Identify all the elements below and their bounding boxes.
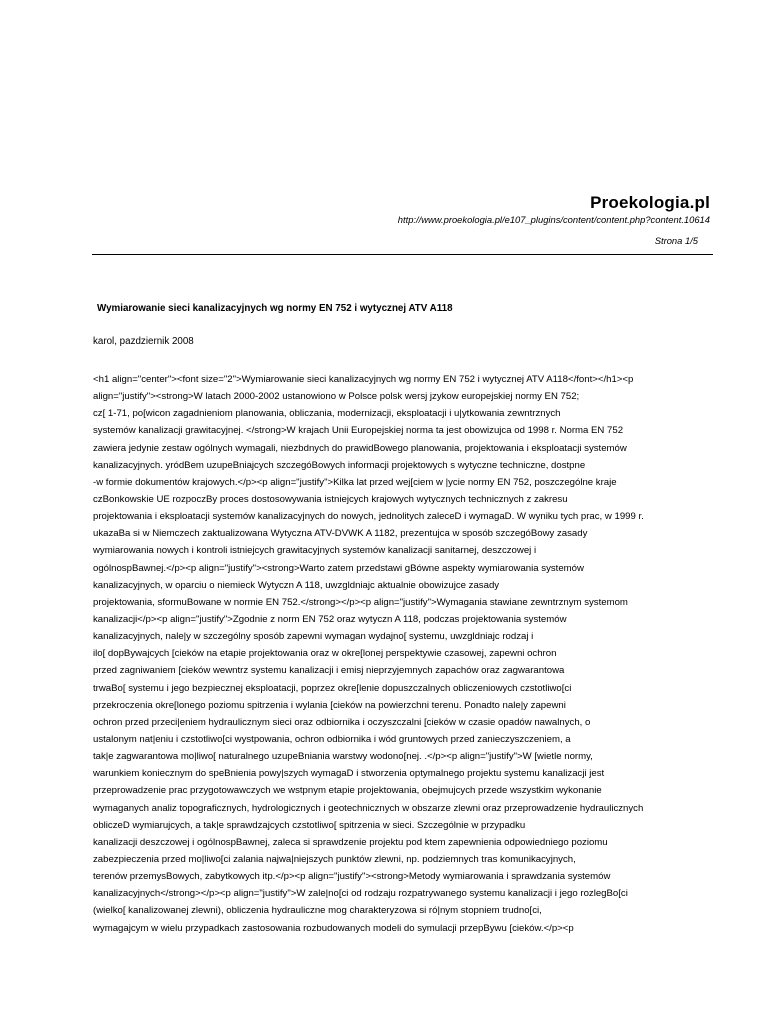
body-text-line: projektowania i eksploatacji systemów kanalizacyjnych do nowych, jednolitych zaleceD i wymagaD. W wyniku tych prac, w 1999 r. <box>93 511 644 523</box>
header-divider <box>92 254 713 255</box>
body-text-line: kanalizacyjnych, w oparciu o niemieck Wytyczn A 118, uwzgldniajc aktualnie obowizujce zasady <box>93 579 500 591</box>
body-text-line: obliczeD wymiarujcych, a tak|e sprawdzajcych czstotliwo[ spitrzenia w sieci. Szczególnie w przypadku <box>93 819 526 831</box>
article-title: Wymiarowanie sieci kanalizacyjnych wg normy EN 752 i wytycznej ATV A118 <box>97 303 453 314</box>
body-text-line: -w formie dokumentów krajowych.</p><p align="justify">Kilka lat przed wej[ciem w |ycie normy EN 752, poszczególne kraje <box>93 476 617 488</box>
body-text-line: przekroczenia okre[lonego poziomu spitrzenia i wylania [cieków na powierzchni terenu. Ponadto nale|y zapewni <box>93 699 566 711</box>
body-text-line: kanalizacji</p><p align="justify">Zgodnie z norm EN 752 oraz wytyczn A 118, podczas projektowania systemów <box>93 613 567 625</box>
body-text-line: czBonkowskie UE rozpoczBy proces dostosowywania istniejcych krajowych wytycznych technicznych z zakresu <box>93 493 568 505</box>
body-text-line: tak|e zagwarantowa mo|liwo[ naturalnego uzupeBniania warstwy wodono[nej. .</p><p align="justify">W [wietle normy, <box>93 751 593 763</box>
site-title: Proekologia.pl <box>590 193 710 212</box>
body-text-line: terenów przemysBowych, zabytkowych itp.</p><p align="justify"><strong>Metody wymiarowania i sprawdzania systemów <box>93 871 611 883</box>
body-text-line: ochron przed przeci|eniem hydraulicznym sieci oraz odbiornika i oczyszczalni [cieków w czasie opadów nawalnych, o <box>93 716 591 728</box>
body-text-line: trwaBo[ systemu i jego bezpiecznej eksploatacji, poprzez okre[lenie dopuszczalnych obliczeniowych czstotliwo[ci <box>93 682 572 694</box>
body-text-line: projektowania, sformuBowane w normie EN 752.</strong></p><p align="justify">Wymagania stawiane zewntrznym systemom <box>93 596 628 608</box>
body-text-line: systemów kanalizacji grawitacyjnej. </strong>W krajach Unii Europejskiej norma ta jest obowizujca od 1998 r. Norma EN 752 <box>93 425 624 437</box>
body-text-line: zawiera jedynie zestaw ogólnych wymagali, niezbdnych do prawidBowego planowania, projektowania i eksploatacji systemów <box>93 442 627 454</box>
body-text-line: wymagajcym w wielu przypadkach zastosowania rozbudowanych modeli do symulacji przepBywu [cieków.</p><p <box>93 922 574 934</box>
body-text-line: przeprowadzenie prac przygotowawczych we wstpnym etapie projektowania, obejmujcych przede wszystkim wykonanie <box>93 785 602 797</box>
body-text-line: align="justify"><strong>W latach 2000-2002 ustanowiono w Polsce polsk wersj jzykow europejskiej normy EN 752; <box>93 391 580 403</box>
body-text-line: kanalizacyjnych, nale|y w szczególny sposób zapewni wymagan wydajno[ systemu, uwzgldniajc rodzaj i <box>93 631 534 643</box>
body-text-line: ilo[ dopBywajcych [cieków na etapie projektowania oraz w okre[lonej perspektywie czasowej, zapewni ochron <box>93 648 557 660</box>
body-text-line: kanalizacji deszczowej i ogólnospBawnej, zaleca si sprawdzenie projektu pod ktem zapewnienia odpowiedniego poziomu <box>93 836 608 848</box>
body-text-line: wymaganych analiz topograficznych, hydrologicznych i geotechnicznych w obszarze zlewni oraz przeprowadzenie hydraulicznych <box>93 802 644 814</box>
page-number: Strona 1/5 <box>654 235 698 246</box>
source-url[interactable]: http://www.proekologia.pl/e107_plugins/content/content.php?content.10614 <box>397 214 710 225</box>
body-text-line: cz[ 1-71, po[wicon zagadnieniom planowania, obliczania, modernizacji, eksploatacji i u|ytkowania zewntrznych <box>93 408 561 420</box>
author-date: karol, pazdziernik 2008 <box>93 336 194 347</box>
body-text-line: wymiarowania nowych i kontroli istniejcych grawitacyjnych systemów kanalizacji sanitarnej, deszczowej i <box>93 545 537 557</box>
body-text-line: kanalizacyjnych</strong></p><p align="justify">W zale|no[ci od rodzaju rozpatrywanego systemu kanalizacji i jego rozlegBo[ci <box>93 888 628 900</box>
body-text-line: ogólnospBawnej.</p><p align="justify"><strong>Warto zatem przedstawi gBówne aspekty wymiarowania systemów <box>93 562 584 574</box>
article-body <box>93 371 713 937</box>
body-text-line: ustalonym nat|eniu i czstotliwo[ci wystpowania, ochron odbiornika i wód gruntowych przed zanieczyszczeniem, a <box>93 733 571 745</box>
body-text-line: kanalizacyjnych. yródBem uzupeBniajcych szczegóBowych informacji projektowych s wytyczne techniczne, dostpne <box>93 459 586 471</box>
body-text-line: ukazaBa si w Niemczech zaktualizowana Wytyczna ATV-DVWK A 1182, prezentujca w sposób szczegóBowy zasady <box>93 528 588 540</box>
body-text-line: zabezpieczenia przed mo|liwo[ci zalania najwa|niejszych punktów zlewni, np. podziemnych tras komunikacyjnych, <box>93 853 576 865</box>
body-text-line: przed zagniwaniem [cieków wewntrz systemu kanalizacji i emisj nieprzyjemnych zapachów oraz zagwarantowa <box>93 665 565 677</box>
body-text-line: warunkiem koniecznym do speBnienia powy|szych wymagaD i stworzenia optymalnego projektu systemu kanalizacji jest <box>93 768 605 780</box>
body-text-line: (wielko[ kanalizowanej zlewni), obliczenia hydrauliczne mog charakteryzowa si ró|nym stopniem trudno[ci, <box>93 905 542 917</box>
body-text-line: <h1 align="center"><font size="2">Wymiarowanie sieci kanalizacyjnych wg normy EN 752 i wytycznej ATV A118</font></h1><p <box>93 374 634 385</box>
